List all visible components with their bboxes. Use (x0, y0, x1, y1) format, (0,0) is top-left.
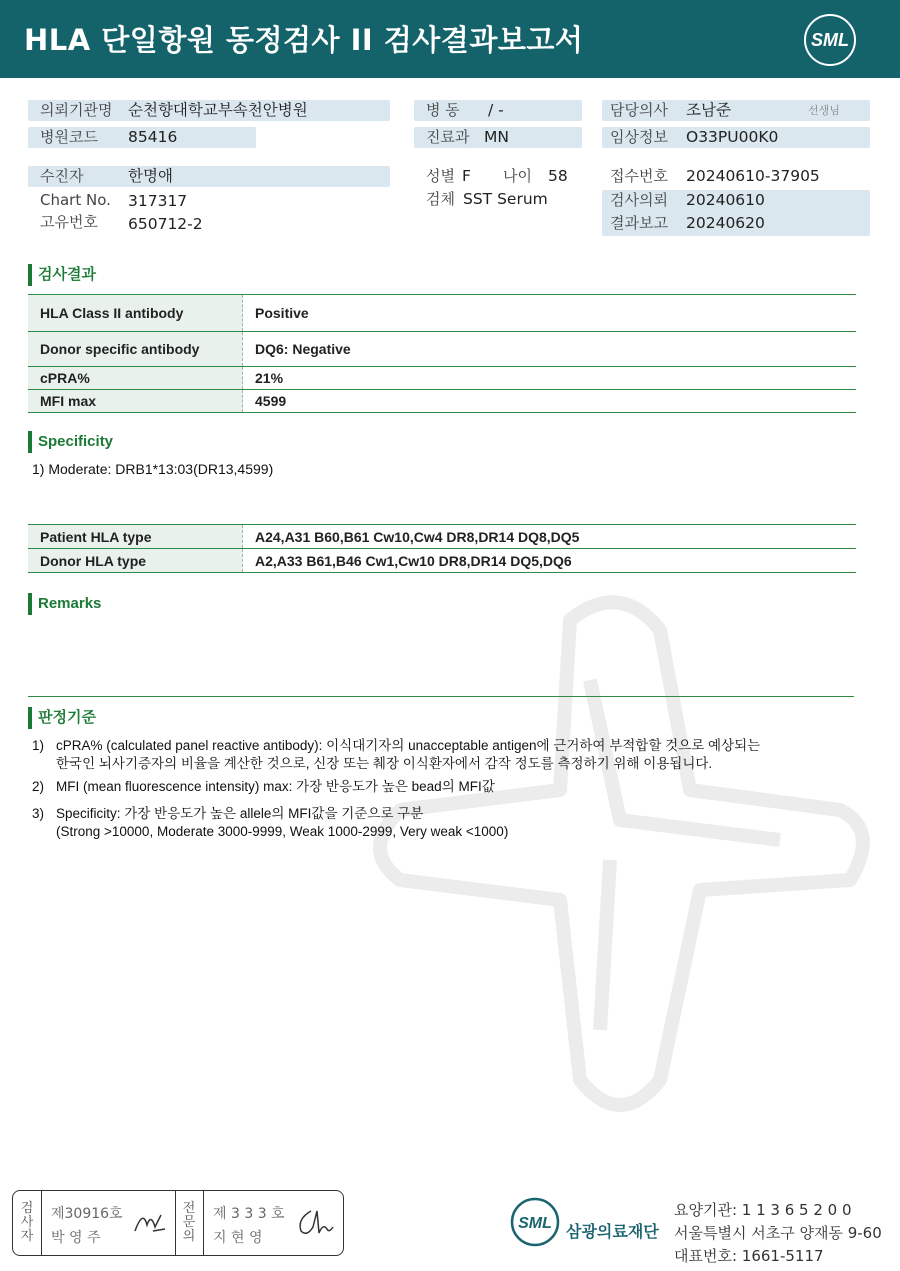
request-value: 20240610 (686, 191, 765, 209)
table-row (28, 332, 856, 367)
result-value: Positive (243, 295, 857, 332)
sml-footer-logo-icon (510, 1197, 560, 1247)
divider (41, 1191, 42, 1255)
department-value: MN (484, 128, 509, 146)
criteria-number: 1) (32, 738, 45, 753)
hla-type-label: Donor HLA type (28, 549, 243, 573)
id-label: 고유번호 (40, 213, 98, 231)
criteria-line: cPRA% (calculated panel reactive antibody): 이식대기자의 unacceptable antigen에 근거하여 부적합할 것으로 예상되는 (56, 738, 761, 753)
receipt-label: 접수번호 (610, 167, 668, 185)
table-row (28, 390, 856, 413)
hospital-code-value: 85416 (128, 128, 178, 146)
report-title: HLA 단일항원 동정검사 II 검사결과보고서 (24, 23, 584, 57)
criteria-item (32, 805, 832, 845)
result-label: cPRA% (28, 367, 243, 390)
patient-label: 수진자 (40, 167, 84, 185)
examiner-name: 박 영 주 (51, 1230, 101, 1246)
watermark-cross-icon (360, 560, 880, 1160)
institution-value: 순천향대학교부속천안병원 (128, 101, 308, 119)
criteria-line: (Strong >10000, Moderate 3000-9999, Weak 1000-2999, Very weak <1000) (56, 824, 509, 839)
org-phone: 대표번호: 1661-5117 (674, 1247, 824, 1265)
svg-text:SML: SML (518, 1215, 552, 1232)
org-name: 삼광의료재단 (566, 1222, 659, 1241)
examiner-label: 검 사 자 (20, 1201, 34, 1244)
criteria-section-title: 판정기준 (28, 707, 96, 729)
specialist-license: 제 3 3 3 호 (213, 1206, 285, 1222)
table-row (28, 525, 856, 549)
hla-type-label: Patient HLA type (28, 525, 243, 549)
result-value: DQ6: Negative (243, 332, 857, 367)
criteria-line: Specificity: 가장 반응도가 높은 allele의 MFI값을 기준으로 구분 (56, 806, 424, 821)
chart-no-label: Chart No. (40, 191, 111, 209)
patient-value: 한명애 (128, 167, 173, 185)
org-address: 서울특별시 서초구 양재동 9-60 (674, 1224, 882, 1242)
sex-label: 성별 (426, 167, 455, 185)
divider (203, 1191, 204, 1255)
institution-code: 요양기관: 1 1 3 6 5 2 0 0 (674, 1201, 852, 1219)
result-value: 21% (243, 367, 857, 390)
criteria-line: 한국인 뇌사기증자의 비율을 계산한 것으로, 신장 또는 췌장 이식환자에서 감작 정도를 측정하기 위해 이용됩니다. (56, 756, 713, 771)
doctor-suffix: 선생님 (808, 104, 840, 117)
hla-type-value: A2,A33 B61,B46 Cw1,Cw10 DR8,DR14 DQ5,DQ6 (243, 549, 857, 573)
sml-logo: SML (804, 14, 856, 66)
result-label: Donor specific antibody (28, 332, 243, 367)
chart-no-value: 317317 (128, 192, 188, 210)
results-section-title: 검사결과 (28, 264, 96, 286)
institution-label: 의뢰기관명 (40, 101, 113, 119)
specimen-label: 검체 (426, 190, 455, 208)
divider (28, 696, 854, 697)
criteria-number: 3) (32, 806, 45, 821)
results-table (28, 294, 856, 413)
remarks-section-title: Remarks (28, 593, 101, 615)
id-value: 650712-2 (128, 215, 203, 233)
specialist-name: 지 현 영 (213, 1230, 263, 1246)
table-row (28, 295, 856, 332)
specificity-text: 1) Moderate: DRB1*13:03(DR13,4599) (32, 461, 274, 477)
department-label: 진료과 (426, 128, 470, 146)
criteria-line: MFI (mean fluorescence intensity) max: 가장 반응도가 높은 bead의 MFI값 (56, 779, 495, 794)
result-label: MFI max (28, 390, 243, 413)
doctor-value: 조남준 (686, 101, 731, 119)
criteria-item (32, 737, 832, 777)
hospital-code-label: 병원코드 (40, 128, 98, 146)
specialist-label: 전 문 의 (182, 1201, 196, 1244)
receipt-value: 20240610-37905 (686, 167, 820, 185)
age-value: 58 (548, 167, 568, 185)
hla-type-value: A24,A31 B60,B61 Cw10,Cw4 DR8,DR14 DQ8,DQ5 (243, 525, 857, 549)
report-date-value: 20240620 (686, 214, 765, 232)
specialist-signature-icon (295, 1205, 335, 1239)
request-label: 검사의뢰 (610, 191, 668, 209)
ward-label: 병 동 (426, 101, 460, 119)
clinical-value: O33PU00K0 (686, 128, 779, 146)
table-row (28, 367, 856, 390)
ward-value: / - (488, 101, 504, 119)
result-value: 4599 (243, 390, 857, 413)
table-row (28, 549, 856, 573)
sex-value: F (462, 167, 471, 185)
examiner-license: 제30916호 (51, 1206, 123, 1222)
specimen-value: SST Serum (463, 190, 548, 208)
specificity-section-title: Specificity (28, 431, 113, 453)
report-header (0, 0, 900, 78)
divider (175, 1191, 176, 1255)
hla-type-table (28, 524, 856, 573)
result-label: HLA Class II antibody (28, 295, 243, 332)
criteria-number: 2) (32, 779, 45, 794)
age-label: 나이 (503, 167, 532, 185)
doctor-label: 담당의사 (610, 101, 668, 119)
criteria-item (32, 778, 832, 798)
clinical-label: 임상정보 (610, 128, 668, 146)
signature-box (12, 1190, 344, 1256)
report-date-label: 결과보고 (610, 214, 668, 232)
examiner-signature-icon (131, 1205, 167, 1237)
